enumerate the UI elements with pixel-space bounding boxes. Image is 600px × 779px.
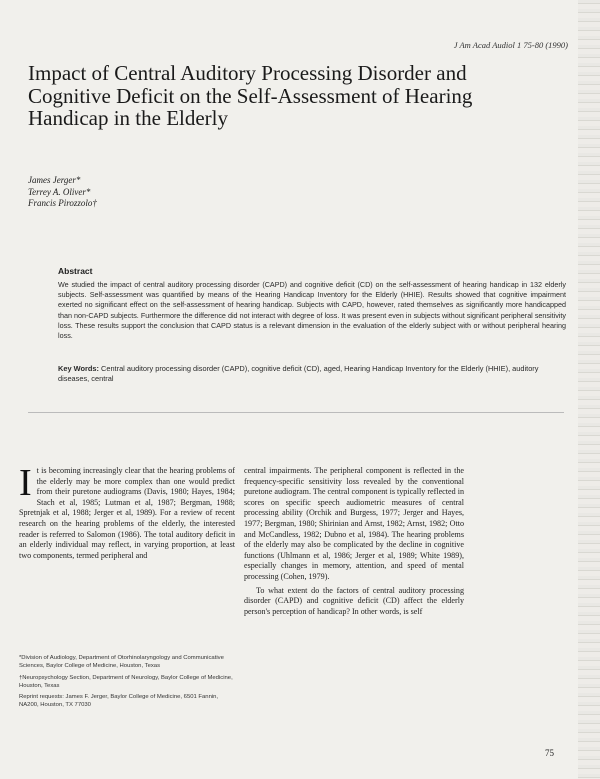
page-number: 75 [545,748,554,758]
footnote: Reprint requests: James F. Jerger, Baylor College of Medicine, 6501 Fannin, NA200, Houston, TX 77030 [19,694,219,709]
intro-text: t is becoming increasingly clear that the hearing problems of the elderly may be more complex than one would predict from their puretone audiograms (Davis, 1980; Hayes, 1984; Stach et al, 1985; Lutman et al, 1987; Bergman, 1988; Spretnjak et al, 1988; Jerger et al, 1989). For a review of recent research on the hearing problems of the elderly, the interested reader is referred to Salomon (1986). The total auditory deficit in an elderly individual may reflect, in varying proportion, at least two components, termed peripheral and [19,466,235,560]
affiliation-footnotes [19,654,233,713]
author-name: James Jerger* [28,175,81,185]
drop-cap: I [19,462,32,504]
abstract-section [58,266,566,341]
keywords-text: Central auditory processing disorder (CAPD), cognitive deficit (CD), aged, Hearing Handicap Inventory for the Elderly (HHIE), auditory diseases, central [58,364,539,384]
author-list [28,175,328,210]
footnote: †Neuropsychology Section, Department of Neurology, Baylor College of Medicine, Houston, Texas [19,674,233,689]
keywords-section [58,364,566,385]
abstract-text: We studied the impact of central auditory processing disorder (CAPD) and cognitive deficit (CD) on the self-assessment of hearing handicap in 132 elderly subjects. Self-assessment was quantified by means of the Hearing Handicap Inventory for the Elderly (HHIE). Results showed that cognitive impairment exerted no significant effect on the self-assessment of hearing handicap. Subjects with CAPD, however, rated themselves as significantly more handicapped than non-CAPD subjects. Furthermore the difference did not interact with degree of loss. It was present even in subjects without significant peripheral sensitivity loss. These results support the conclusion that CAPD status is a relevant dimension in the evaluation of the elderly subject with or without peripheral hearing loss. [58,280,566,341]
article-title: Impact of Central Auditory Processing Disorder and Cognitive Deficit on the Self-Assessment of Hearing Handicap in the Elderly [28,61,473,130]
section-divider [28,412,564,413]
abstract-heading: Abstract [58,266,93,276]
page-edge-shadow [578,0,600,779]
author-name: Francis Pirozzolo† [28,198,97,208]
body-paragraph: central impairments. The peripheral component is reflected in the frequency-specific sensitivity loss revealed by the conventional puretone audiogram. The central component is typically reflected in scores on specific speech audiometric measures of central processing ability (Orchik and Burgess, 1977; Jerger and Hayes, 1977; Bergman, 1980; Shirinian and Arnst, 1982; Arnst, 1982; Otto and McCandless, 1982; Dubno et al, 1984). The hearing problems of the elderly may also be complicated by the decline in cognitive functions (Uhlmann et al, 1986; Jerger et al, 1989; White 1989), especially changes in memory, attention, and speed of mental processing (Cohen, 1979). [244,466,464,581]
body-column-right [244,466,464,617]
body-paragraph: To what extent do the factors of central auditory processing disorder (CAPD) and cognitive deficit (CD) affect the elderly person's perception of handicap? In other words, is self [244,585,464,616]
author-name: Terrey A. Oliver* [28,186,91,197]
keywords-label: Key Words: [58,364,99,373]
journal-citation: J Am Acad Audiol 1 75-80 (1990) [453,40,568,50]
body-column-left [19,462,235,561]
intro-paragraph [19,462,235,561]
footnote: *Division of Audiology, Department of Otorhinolaryngology and Communicative Sciences, Baylor College of Medicine, Houston, Texas [19,655,224,670]
